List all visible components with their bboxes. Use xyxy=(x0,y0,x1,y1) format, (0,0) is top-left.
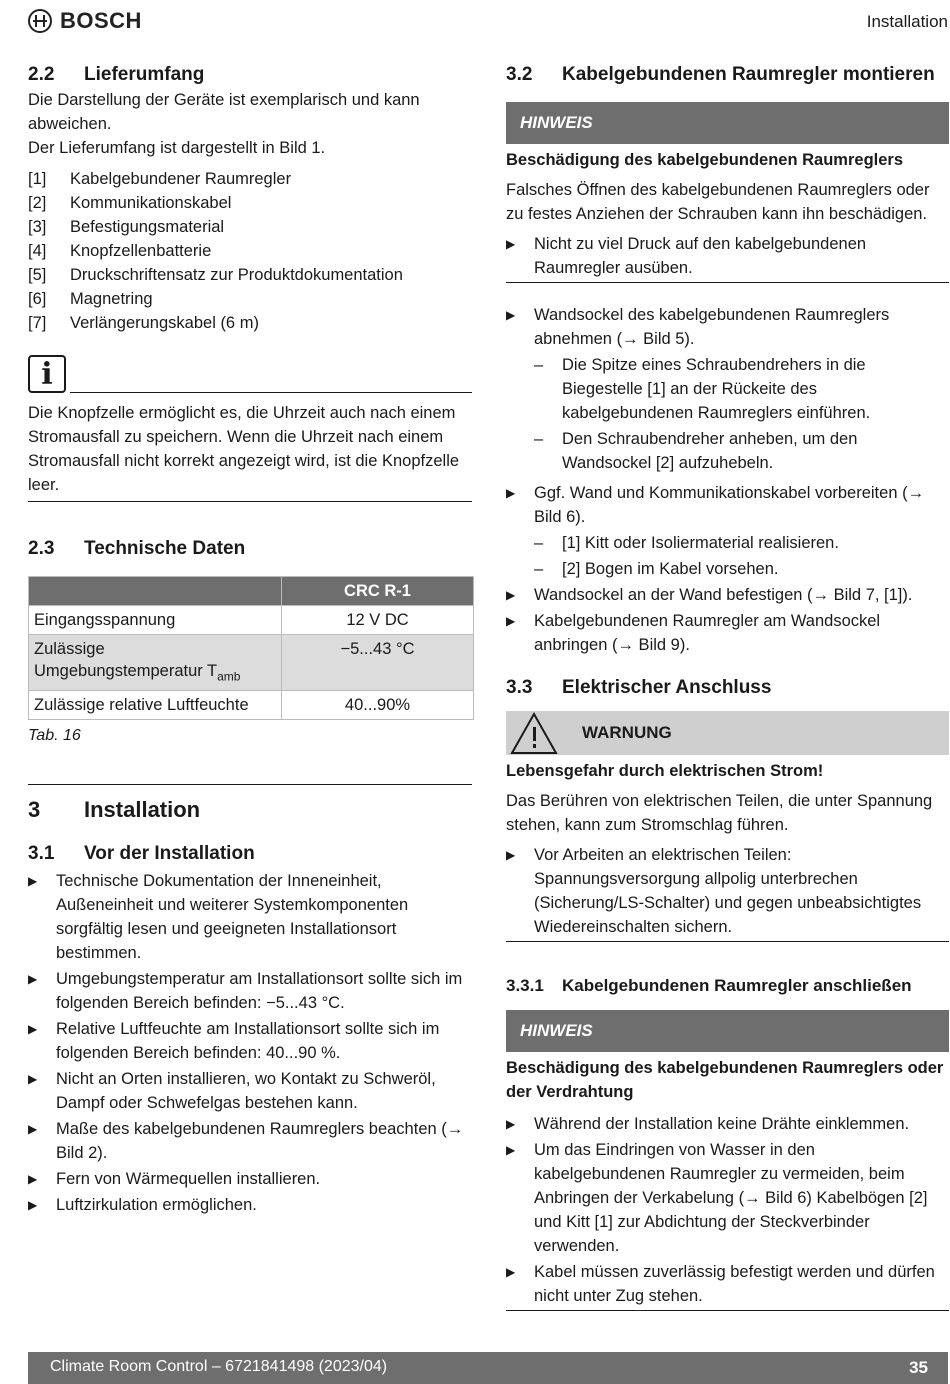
notice-bar: HINWEIS xyxy=(506,102,949,144)
list-item: ▶ Relative Luftfeuchte am Installationsort sollte sich im folgenden Bereich befinden: 40...90 %. xyxy=(28,1017,472,1065)
table-row xyxy=(29,635,474,691)
list-item: [7] Verlängerungskabel (6 m) xyxy=(28,314,259,332)
table-cell-label: Eingangsspannung xyxy=(29,606,282,635)
divider xyxy=(70,392,472,393)
list-item: ▶ Nicht zu viel Druck auf den kabelgebundenen Raumregler ausüben. xyxy=(506,232,949,280)
bosch-logo xyxy=(28,8,142,34)
notice-bar: HINWEIS xyxy=(506,1010,949,1052)
mount-steps xyxy=(506,583,949,657)
info-note-text: Die Knopfzelle ermöglicht es, die Uhrzeit auch nach einem Stromausfall zu speichern. Wenn die Uhrzeit nach einem Stromausfall nicht korrekt angezeigt wird, ist die Knopfzelle leer. xyxy=(28,404,460,494)
list-item: [5] Druckschriftensatz zur Produktdokumentation xyxy=(28,266,403,284)
divider xyxy=(506,1310,949,1311)
list-item: ▶ Kabel müssen zuverlässig befestigt werden und dürfen nicht unter Zug stehen. xyxy=(506,1260,949,1308)
mount-substeps xyxy=(506,353,949,475)
intro-text-2: Der Lieferumfang ist dargestellt in Bild 1. xyxy=(28,139,326,157)
list-item: ▶ Maße des kabelgebundenen Raumreglers beachten (→ Bild 2). xyxy=(28,1117,472,1165)
mount-substeps xyxy=(506,531,949,581)
footer-doc-id: Climate Room Control – 6721841498 (2023/04) xyxy=(50,1358,388,1375)
table-cell-label: Zulässige relative Luftfeuchte xyxy=(29,691,282,720)
heading-2-2: 2.2 Lieferumfang xyxy=(28,64,205,85)
warning-text: Das Berühren von elektrischen Teilen, die unter Spannung stehen, kann zum Stromschlag führen. xyxy=(506,792,933,834)
list-item: – [1] Kitt oder Isoliermaterial realisieren. xyxy=(506,531,949,555)
list-item: – [2] Bogen im Kabel vorsehen. xyxy=(506,557,949,581)
list-item: [4] Knopfzellenbatterie xyxy=(28,242,212,260)
connect-list xyxy=(506,1112,949,1308)
right-column xyxy=(506,64,949,1311)
list-item: ▶ Nicht an Orten installieren, wo Kontakt zu Schweröl, Dampf oder Schwefelgas bestehen kann. xyxy=(28,1067,472,1115)
header-section-title: Installation xyxy=(866,12,948,31)
heading-2-3: 2.3 Technische Daten xyxy=(28,538,246,559)
table-caption: Tab. 16 xyxy=(28,727,81,745)
table-header-blank xyxy=(29,577,282,606)
table-cell-value: −5...43 °C xyxy=(282,635,474,691)
list-item: ▶ Ggf. Wand und Kommunikationskabel vorbereiten (→ Bild 6). xyxy=(506,481,949,529)
bosch-ring-icon xyxy=(28,9,52,33)
info-note-header xyxy=(28,355,472,393)
list-item: [1] Kabelgebundener Raumregler xyxy=(28,170,292,188)
table-row xyxy=(29,606,474,635)
list-item: – Den Schraubendreher anheben, um den Wandsockel [2] aufzuhebeln. xyxy=(506,427,949,475)
list-item: ▶ Um das Eindringen von Wasser in den kabelgebundenen Raumregler zu vermeiden, beim Anbringen der Verkabelung (→ Bild 6) Kabelbögen [2] und Kitt [1] zur Abdichtung der Steckverbinder verwenden. xyxy=(506,1138,949,1258)
tech-data-table xyxy=(28,576,474,720)
page-number: 35 xyxy=(909,1358,928,1377)
list-item: ▶ Wandsockel an der Wand befestigen (→ Bild 7, [1]). xyxy=(506,583,949,607)
divider xyxy=(506,282,949,283)
brand-name: BOSCH xyxy=(60,8,142,33)
warning-bar xyxy=(506,711,949,755)
warning-triangle-icon xyxy=(506,711,562,755)
list-item: ▶ Vor Arbeiten an elektrischen Teilen: Spannungsversorgung allpolig unterbrechen (Sicherung/LS-Schalter) und gegen unbeabsichtigtes Wiedereinschalten sichern. xyxy=(506,843,949,939)
delivery-list xyxy=(28,167,472,335)
pre-install-list xyxy=(28,869,472,1217)
table-row xyxy=(29,691,474,720)
warning-list xyxy=(506,843,949,939)
list-item: ▶ Luftzirkulation ermöglichen. xyxy=(28,1193,472,1217)
page-footer xyxy=(28,1352,948,1384)
warning-label: WARNUNG xyxy=(582,723,672,742)
mount-steps xyxy=(506,303,949,351)
list-item: ▶ Wandsockel des kabelgebundenen Raumreglers abnehmen (→ Bild 5). xyxy=(506,303,949,351)
warning-title: Lebensgefahr durch elektrischen Strom! xyxy=(506,762,824,780)
list-item: [6] Magnetring xyxy=(28,290,153,308)
divider xyxy=(28,501,472,502)
heading-3-3: 3.3 Elektrischer Anschluss xyxy=(506,677,772,698)
heading-3-1: 3.1 Vor der Installation xyxy=(28,843,255,865)
info-icon: i xyxy=(28,355,66,393)
notice-text: Falsches Öffnen des kabelgebundenen Raumreglers oder zu festes Anziehen der Schrauben kann ihn beschädigen. xyxy=(506,181,930,223)
notice-list xyxy=(506,232,949,280)
left-column xyxy=(28,64,472,1219)
notice-title: Beschädigung des kabelgebundenen Raumreglers xyxy=(506,151,904,169)
list-item: ▶ Kabelgebundenen Raumregler am Wandsockel anbringen (→ Bild 9). xyxy=(506,609,949,657)
intro-text-1: Die Darstellung der Geräte ist exemplarisch und kann abweichen. xyxy=(28,91,420,133)
table-cell-value: 12 V DC xyxy=(282,606,474,635)
list-item: ▶ Umgebungstemperatur am Installationsort sollte sich im folgenden Bereich befinden: −5...43 °C. xyxy=(28,967,472,1015)
table-header: CRC R-1 xyxy=(282,577,474,606)
heading-3-3-1: 3.3.1 Kabelgebundenen Raumregler anschließen xyxy=(506,976,912,995)
heading-3: 3 Installation xyxy=(28,797,201,823)
divider xyxy=(28,784,472,785)
list-item: [2] Kommunikationskabel xyxy=(28,194,232,212)
list-item: ▶ Technische Dokumentation der Inneneinheit, Außeneinheit und weiterer Systemkomponenten sorgfältig lesen und geeigneten Installationsort bestimmen. xyxy=(28,869,472,965)
mount-steps xyxy=(506,481,949,529)
divider xyxy=(506,941,949,942)
list-item: – Die Spitze eines Schraubendrehers in die Biegestelle [1] an der Rückeite des kabelgebundenen Raumreglers einführen. xyxy=(506,353,949,425)
table-cell-label: Zulässige Umgebungstemperatur $T_{amb}$ xyxy=(29,635,282,691)
list-item: [3] Befestigungsmaterial xyxy=(28,218,225,236)
list-item: ▶ Während der Installation keine Drähte einklemmen. xyxy=(506,1112,949,1136)
notice-title: Beschädigung des kabelgebundenen Raumreglers oder der Verdrahtung xyxy=(506,1059,944,1101)
list-item: ▶ Fern von Wärmequellen installieren. xyxy=(28,1167,472,1191)
table-cell-value: 40...90% xyxy=(282,691,474,720)
heading-3-2: 3.2 Kabelgebundenen Raumregler montieren xyxy=(506,64,935,85)
